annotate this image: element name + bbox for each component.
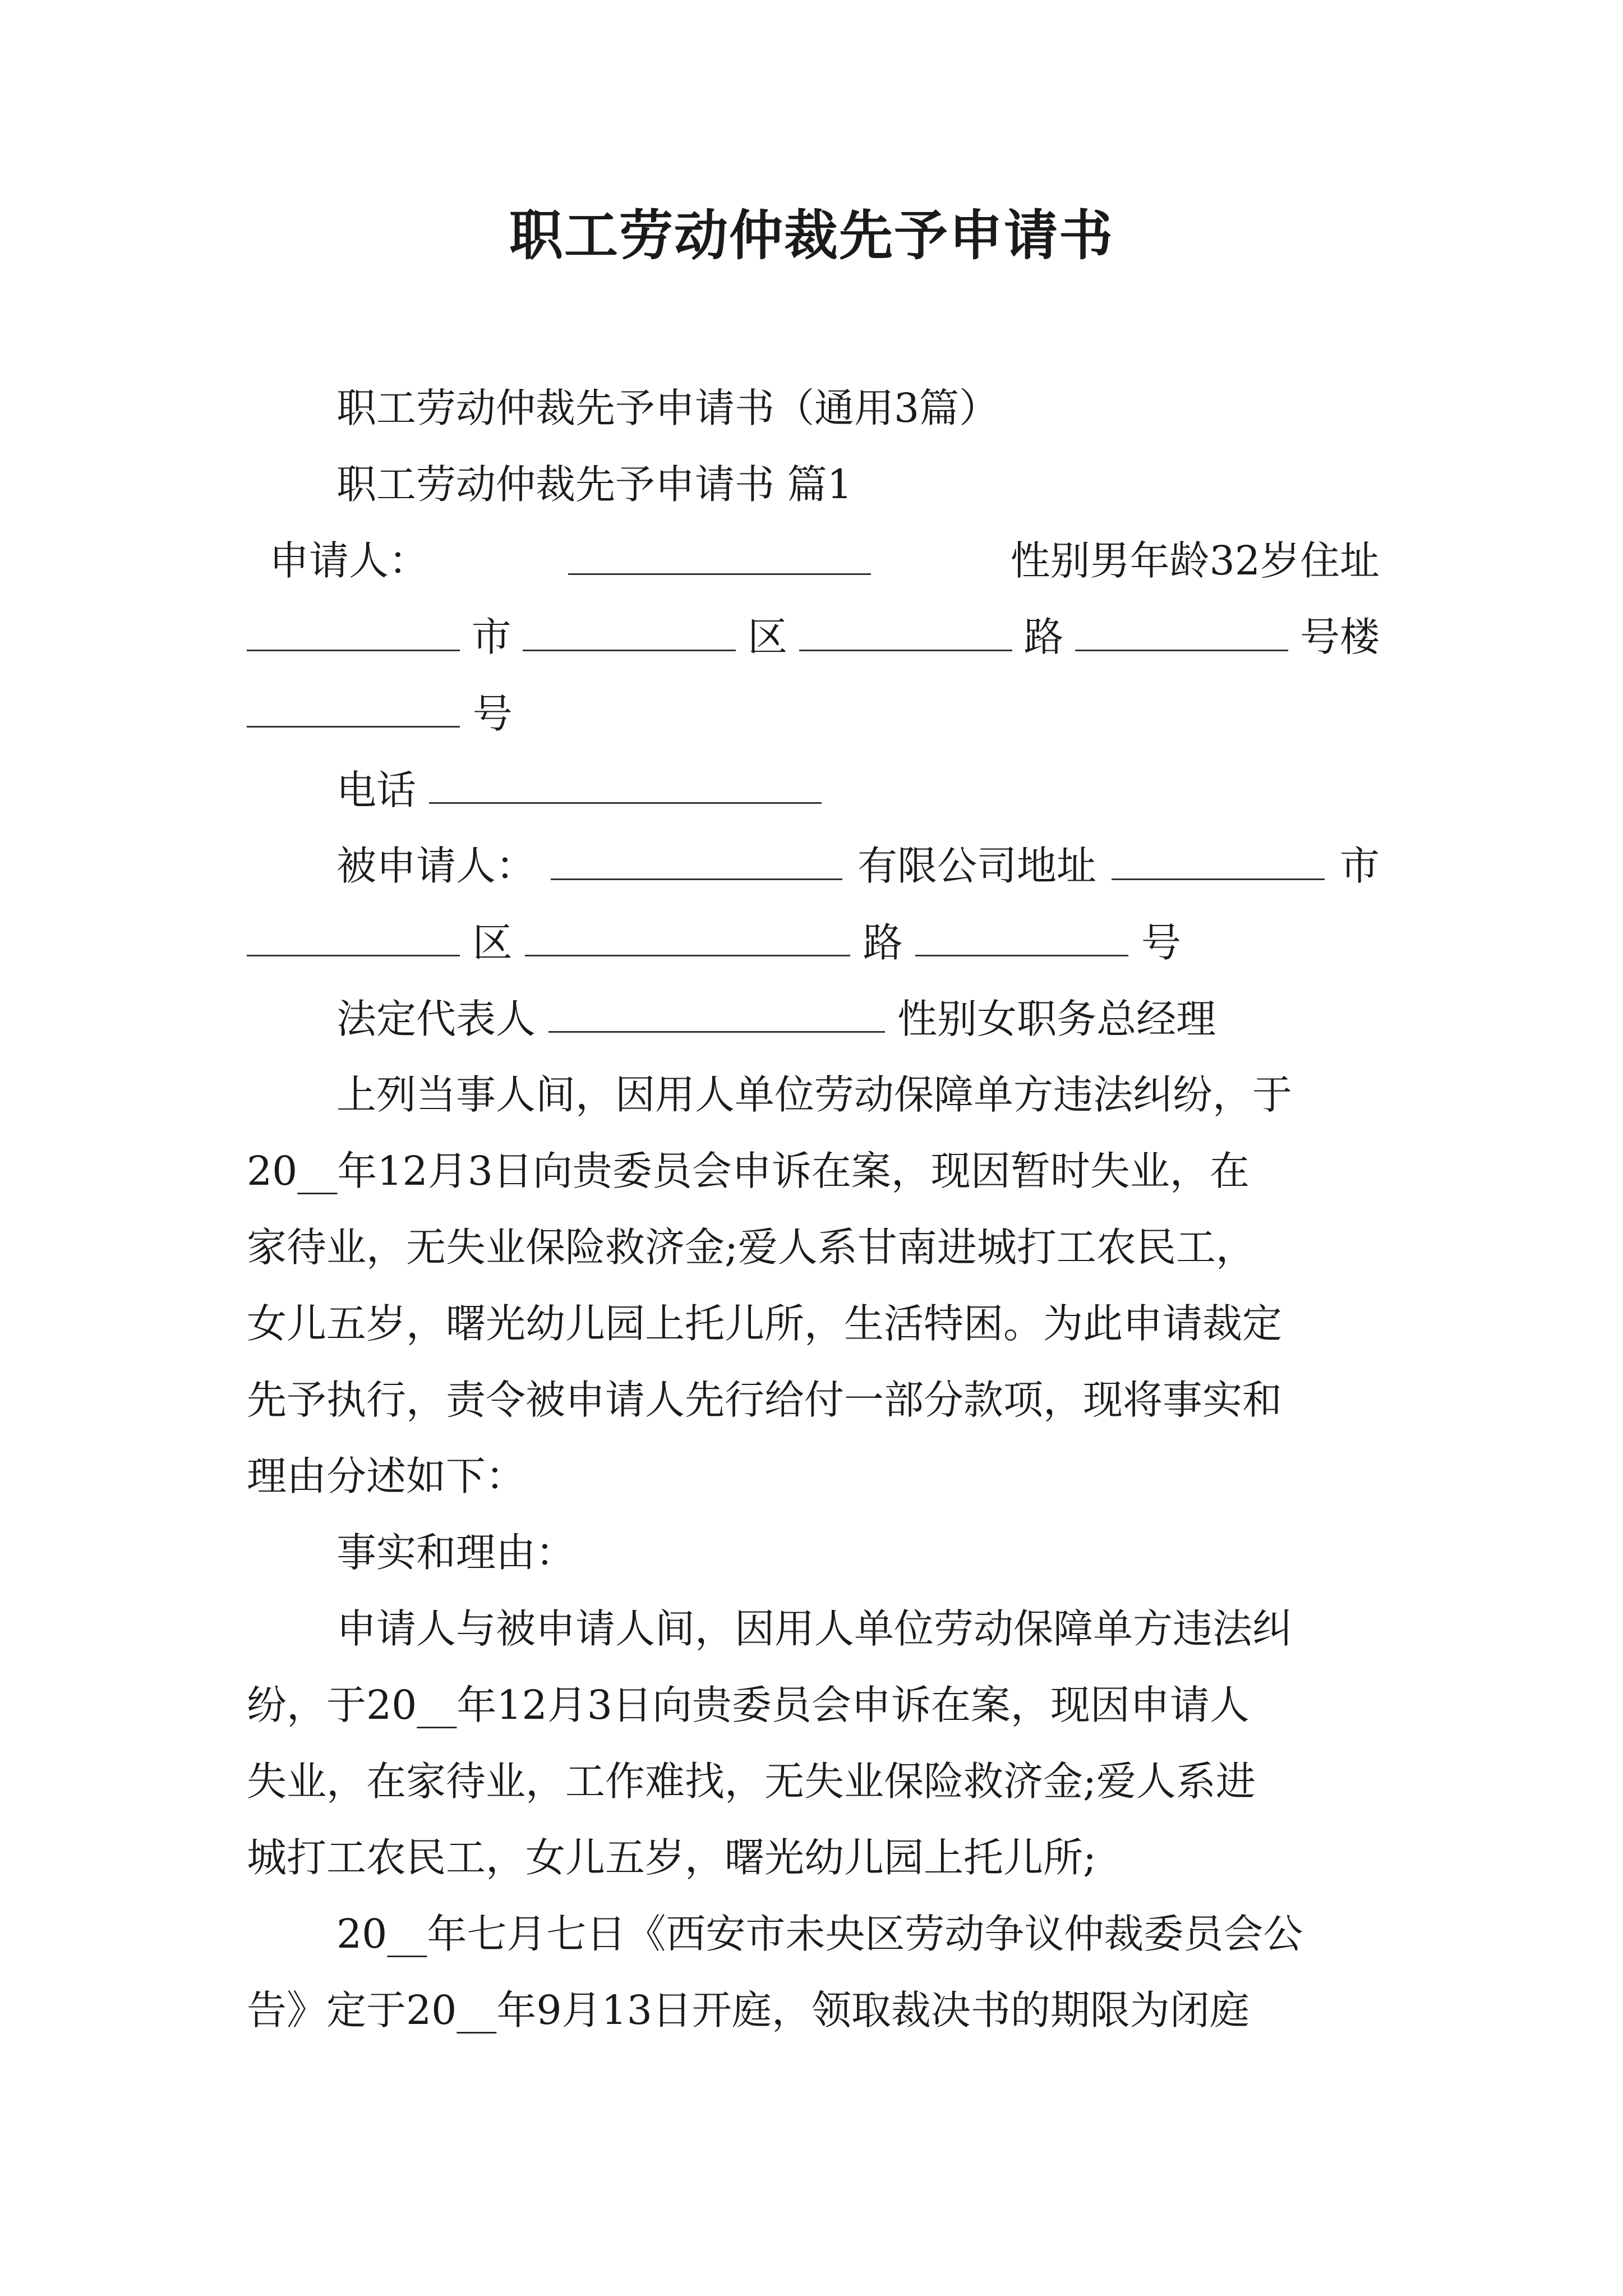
respondent-name-blank bbox=[551, 828, 842, 880]
address-blank bbox=[1112, 828, 1325, 880]
address-blank bbox=[247, 675, 460, 728]
respondent-address-line bbox=[247, 904, 1380, 981]
address-blank bbox=[799, 599, 1012, 651]
document-title: 职工劳动仲裁先予申请书 bbox=[509, 204, 1114, 267]
respondent-company-address: 有限公司地址 bbox=[857, 843, 1096, 889]
address-blank bbox=[1075, 599, 1288, 651]
address-blank bbox=[247, 599, 460, 651]
respondent-city: 市 bbox=[1339, 843, 1380, 889]
applicant-district: 区 bbox=[748, 614, 788, 660]
paragraph-line: 20__年七月七日《西安市未央区劳动争议仲裁委员会公 bbox=[336, 1911, 1303, 1957]
paragraph-line: 先予执行，责令被申请人先行给付一部分款项，现将事实和 bbox=[247, 1377, 1283, 1423]
address-blank bbox=[523, 599, 736, 651]
respondent-district: 区 bbox=[472, 919, 513, 966]
respondent-road: 路 bbox=[863, 919, 903, 966]
paragraph-line: 上列当事人间，因用人单位劳动保障单方违法纠纷，于 bbox=[336, 1071, 1293, 1118]
applicant-address-line bbox=[247, 599, 1380, 675]
applicant-number: 号 bbox=[472, 691, 513, 737]
paragraph-line: 家待业，无失业保险救济金;爱人系甘南进城打工农民工， bbox=[247, 1224, 1256, 1271]
legal-rep-label: 法定代表人 bbox=[336, 996, 536, 1042]
section-heading: 职工劳动仲裁先予申请书 篇1 bbox=[336, 461, 852, 508]
applicant-building: 号楼 bbox=[1299, 614, 1380, 660]
address-blank bbox=[247, 904, 460, 956]
legal-rep-info: 性别女职务总经理 bbox=[897, 996, 1216, 1042]
phone-line bbox=[247, 752, 1380, 828]
facts-heading: 事实和理由： bbox=[336, 1529, 576, 1576]
respondent-line bbox=[247, 828, 1380, 904]
applicant-city: 市 bbox=[471, 614, 511, 660]
applicant-line bbox=[247, 523, 1380, 599]
paragraph-line: 告》定于20__年9月13日开庭，领取裁决书的期限为闭庭 bbox=[247, 1987, 1249, 2033]
paragraph-line: 城打工农民工，女儿五岁，曙光幼儿园上托儿所; bbox=[247, 1834, 1096, 1881]
phone-label: 电话 bbox=[336, 767, 417, 813]
paragraph-line: 失业，在家待业，工作难找，无失业保险救济金;爱人系进 bbox=[247, 1758, 1256, 1805]
address-blank bbox=[525, 904, 850, 956]
phone-blank bbox=[429, 752, 822, 804]
paragraph-line: 20__年12月3日向贵委员会申诉在案，现因暂时失业，在 bbox=[247, 1148, 1249, 1194]
paragraph-line: 理由分述如下： bbox=[247, 1453, 526, 1499]
paragraph-line: 女儿五岁，曙光幼儿园上托儿所，生活特困。为此申请裁定 bbox=[247, 1300, 1283, 1347]
respondent-number: 号 bbox=[1141, 919, 1181, 966]
respondent-label: 被申请人： bbox=[336, 843, 536, 889]
applicant-label: 申请人： bbox=[269, 537, 429, 584]
legal-rep-blank bbox=[548, 981, 885, 1033]
applicant-number-line bbox=[247, 675, 1380, 752]
address-blank bbox=[915, 904, 1128, 956]
document-body bbox=[247, 370, 1380, 2049]
paragraph-line: 纷，于20__年12月3日向贵委员会申诉在案，现因申请人 bbox=[247, 1682, 1249, 1728]
paragraph-line: 申请人与被申请人间，因用人单位劳动保障单方违法纠 bbox=[336, 1605, 1293, 1652]
applicant-name-blank bbox=[568, 523, 871, 575]
applicant-road: 路 bbox=[1023, 614, 1064, 660]
subtitle: 职工劳动仲裁先予申请书（通用3篇） bbox=[336, 385, 999, 431]
applicant-gender-age: 性别男年龄32岁住址 bbox=[1010, 537, 1380, 584]
legal-rep-line bbox=[247, 981, 1380, 1057]
